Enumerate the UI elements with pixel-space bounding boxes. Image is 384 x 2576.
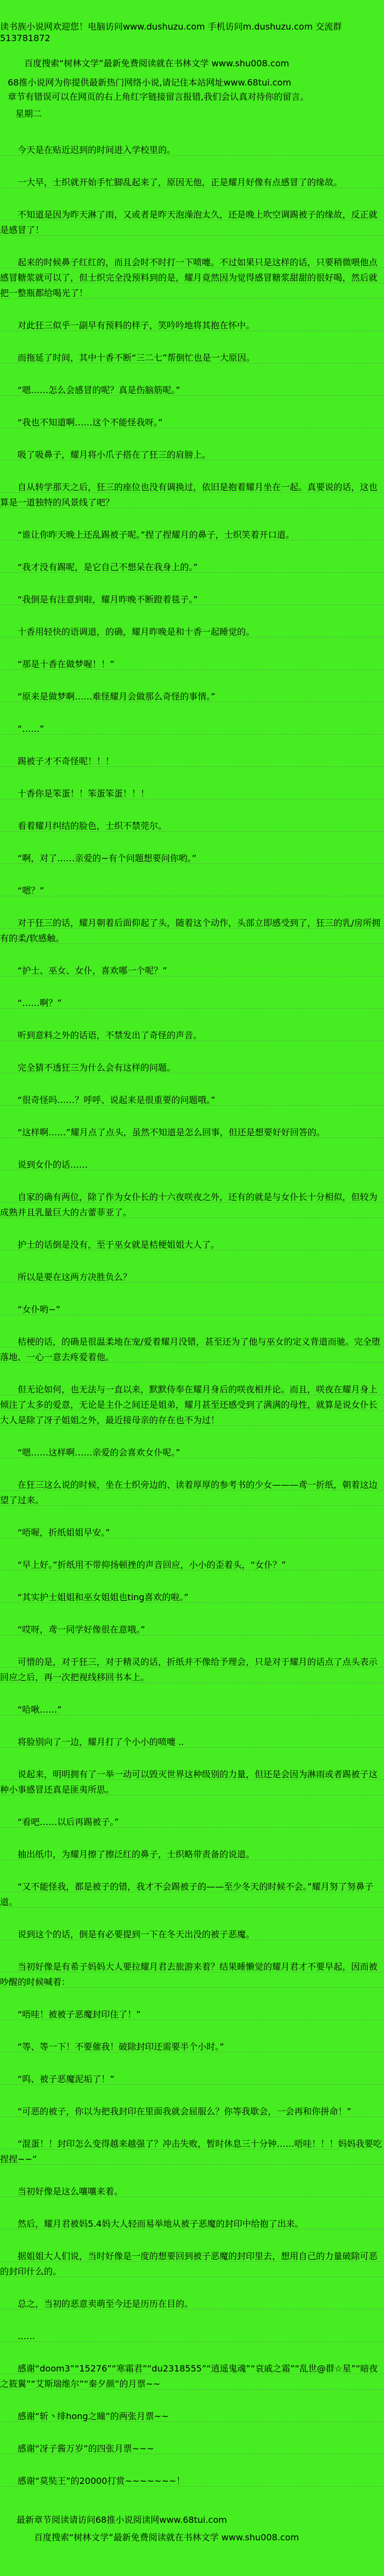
paragraph: “嗯……这样啊……亲爱的会喜欢女仆呢。”: [0, 1445, 384, 1460]
paragraph: “哎呀，鸢一同学好像很在意哦。”: [0, 1622, 384, 1637]
paragraph: 将脸别向了一边，耀月打了个小小的喷嚏 ..: [0, 1735, 384, 1750]
paragraph: 感谢“斩丶绯hong之瞳”的两张月票~~: [0, 2409, 384, 2424]
site-url-notice: 68推小说网为你提供最新热门网络小说,请记住本站网址www.68tui.com: [8, 77, 291, 88]
paragraph: “原来是做梦啊……难怪耀月会做那么奇怪的事情。”: [0, 689, 384, 704]
paragraph: 踢被子才不奇怪呢！！！: [0, 754, 384, 769]
paragraph: 听到意料之外的话语，不禁发出了奇怪的声音。: [0, 1028, 384, 1043]
paragraph: “又不能怪我，都是被子的错，我才不会踢被子的——至少冬天的时候不会。”耀月努了努鼻子道。: [0, 1879, 384, 1910]
site-welcome-line: 读书族小说网欢迎您！电脑访问www.dushuzu.com 手机访问m.dushuzu.com 交流群513781872: [0, 21, 342, 43]
paragraph: 一大早，士织就开始手忙脚乱起来了，原因无他，正是耀月好像有点感冒了的缘故。: [0, 175, 384, 190]
paragraph: 看着耀月纠结的脸色，士织不禁莞尔。: [0, 818, 384, 834]
paragraph: “早上好。”折纸用不带抑扬顿挫的声音回应，小小的歪着头，“女仆？”: [0, 1557, 384, 1573]
paragraph: ……: [0, 2329, 384, 2344]
paragraph: 对此狂三似乎一副早有预料的样子，笑吟吟地将其抱在怀中。: [0, 318, 384, 333]
baidu-search-notice-footer: 百度搜索“树林文学”最新免费阅读就在书林文学 www.shu008.com: [34, 2532, 299, 2543]
chapter-body: [0, 143, 384, 2489]
paragraph: 所以是要在这两方决胜负么？: [0, 1270, 384, 1285]
paragraph: “看吧……以后再踢被子。”: [0, 1815, 384, 1830]
paragraph: “混蛋！！封印怎么变得越来越强了？冲击失败，暂时休息三十分钟……唔哇！！！妈妈我要吃捏捏~~”: [0, 2136, 384, 2167]
paragraph: 起来的时候鼻子红红的，而且会时不时打一下喷嚏。不过如果只是这样的话，只要稍微喂他点感冒糖浆就可以了，但士织完全没预料到的是，耀月竟然因为觉得感冒糖浆甜甜的很好喝，然后就把一整瓶都给喝光了！: [0, 255, 384, 301]
paragraph: 自家的确有两位，除了作为女仆长的十六夜咲夜之外，还有的就是与女仆长十分相似，但较为成熟并且乳量巨大的古蕾菲亚了。: [0, 1190, 384, 1220]
paragraph: 当初好像是有希子妈妈大人要拉耀月君去旅游来着？结果睡懒觉的耀月君才不要早起，因而被吵醒的时候喊着：: [0, 1959, 384, 1990]
paragraph: 自从转学那天之后，狂三的座位也没有调换过，依旧是抱着耀月坐在一起。真要说的话，这也算是一道独特的风景线了吧？: [0, 480, 384, 510]
paragraph: “很奇怪吗……？呼呼、说起来是很重要的问题哦。”: [0, 1093, 384, 1108]
paragraph: “其实护士姐姐和巫女姐姐也ting喜欢的啦。”: [0, 1590, 384, 1605]
paragraph: 总之，当初的恶意卖萌至今还是历历在目的。: [0, 2296, 384, 2312]
paragraph: “等、等一下！不要催我！破除封印还需要半个小时。”: [0, 2039, 384, 2055]
paragraph: “嗯……怎么会感冒的呢？真是伤脑筋呢。”: [0, 383, 384, 398]
paragraph: 不知道是因为昨天淋了雨，又或者是昨天泡澡泡太久，还是晚上吹空调踢被子的缘故，反正就是感冒了！: [0, 207, 384, 238]
paragraph: 在狂三这么说的时候，坐在士织旁边的、读着厚厚的参考书的少女———鸢一折纸，朝着这边望了过来。: [0, 1477, 384, 1508]
paragraph: 十香用轻快的语调道，的确，耀月昨晚是和十香一起睡觉的。: [0, 624, 384, 640]
paragraph: “……”: [0, 721, 384, 737]
paragraph: “可恶的被子，你以为把我封印在里面我就会屈服么？你等我歇会，一会再和你拼命！”: [0, 2104, 384, 2119]
site-footer: [0, 2506, 384, 2551]
paragraph: 感谢“doom3”“15276”“寒霜君”“du2318555”“逍遥鬼魂”“哀戚之霜”“乱世@群☆星”“暗夜之筱翼”“艾斯瑞维尔”“秦夕颜”的月票~~: [0, 2361, 384, 2392]
site-header: [0, 0, 384, 121]
paragraph: 今天是在贴近迟到的时间进入学校里的。: [0, 143, 384, 158]
paragraph: “我也不知道啊……这个不能怪我呀。”: [0, 415, 384, 430]
paragraph: 说起来，明明拥有了一举一动可以毁灭世界这种级别的力量，但还是会因为淋雨或者踢被子这种小事感冒还真是匪夷所思。: [0, 1767, 384, 1798]
paragraph: “女仆哟~”: [0, 1302, 384, 1317]
paragraph: “啊，对了……亲爱的~有个问题想要问你哟。”: [0, 851, 384, 866]
weekday-label: 星期二: [15, 109, 42, 119]
paragraph: 护士的话倒是没有，至于巫女就是桔梗姐姐大人了。: [0, 1237, 384, 1253]
paragraph: 但无论如何，也无法与一直以来，默默侍奉在耀月身后的咲夜相并论。而且，咲夜在耀月身上倾注了太多的爱意，无论是主仆之间还是姐弟，耀月甚至还感受到了满满的母性，就算是说女仆长大人是除了冴子姐姐之外，最近接母亲的存在也不为过！: [0, 1382, 384, 1428]
paragraph: “我才没有踢呢，是它自己不想呆在我身上的。”: [0, 560, 384, 575]
paragraph: “谁让你昨天晚上还乱踢被子呢。”捏了捏耀月的鼻子，士织笑着开口道。: [0, 527, 384, 543]
paragraph: “……啊？”: [0, 996, 384, 1011]
paragraph: “哈啾……”: [0, 1702, 384, 1718]
paragraph: 当初好像是这么嚷嚷来着。: [0, 2184, 384, 2199]
baidu-search-notice: 百度搜索“树林文学”最新免费阅读就在书林文学 www.shu008.com: [24, 58, 289, 69]
paragraph: “那是十香在做梦喔！！”: [0, 657, 384, 672]
paragraph: 抽出纸巾，为耀月擦了擦泛红的鼻子，士织略带责备的说道。: [0, 1847, 384, 1862]
paragraph: 对于狂三的话，耀月朝着后面仰起了头，随着这个动作，头部立即感受到了，狂三的乳/房所拥有的柔/软感触。: [0, 915, 384, 946]
paragraph: “护士、巫女、女仆，喜欢哪一个呢？”: [0, 963, 384, 979]
paragraph: 而拖延了时间，其中十香不断“三二七”帮倒忙也是一大原因。: [0, 350, 384, 366]
paragraph: “我倒是有注意到啦，耀月昨晚不断蹬着毯子。”: [0, 592, 384, 607]
paragraph: 然后，耀月君被妈5.4妈大人轻而易举地从被子恶魔的封印中给抱了出来。: [0, 2216, 384, 2232]
paragraph: 据姐姐大人们说，当时好像是一度的想要回到被子恶魔的封印里去，想用自己的力量破除可恶的封印什么的。: [0, 2249, 384, 2279]
paragraph: 感谢“冴子酱万岁”的四张月票~~~: [0, 2441, 384, 2456]
paragraph: 说到女仆的话……: [0, 1157, 384, 1173]
paragraph: “唔喔，折纸姐姐早安。”: [0, 1525, 384, 1540]
paragraph: 吸了吸鼻子，耀月将小爪子搭在了狂三的肩膀上。: [0, 447, 384, 463]
paragraph: 桔梗的话，的确是很温柔地在宠/爱着耀月没错，甚至还为了他与巫女的定义背道而驰。完全堕落地、一心一意去疼爱着他。: [0, 1334, 384, 1365]
paragraph: 十香你是笨蛋！！笨蛋笨蛋！！！: [0, 786, 384, 801]
paragraph: 完全猜不透狂三为什么会有这样的问题。: [0, 1060, 384, 1076]
latest-chapter-notice: 最新章节阅读请访问68推小说阅读网www.68tui.com: [16, 2515, 227, 2525]
paragraph: “嗯？”: [0, 883, 384, 899]
paragraph: 说到这个的话，倒是有必要提到一下在冬天出没的被子恶魔。: [0, 1927, 384, 1942]
paragraph: “这样啊……”耀月点了点头，虽然不知道是怎么回事，但还是想要好好回答的。: [0, 1125, 384, 1140]
error-report-notice: 章节有错误可以在网页的右上角红字链接留言报错,我们会认真对待你的留言。: [8, 92, 309, 102]
paragraph: “呜、被子恶魔泥垢了！”: [0, 2072, 384, 2087]
paragraph: “唔哇！被被子恶魔封印住了！”: [0, 2007, 384, 2022]
paragraph: 可惜的是，对于狂三，对于精灵的话，折纸并不像给予理会，只是对于耀月的话点了点头表示回应之后，再一次把视线移回书本上。: [0, 1654, 384, 1685]
paragraph: 感谢“莫奘王”的20000打赏~~~~~~~！: [0, 2473, 384, 2489]
